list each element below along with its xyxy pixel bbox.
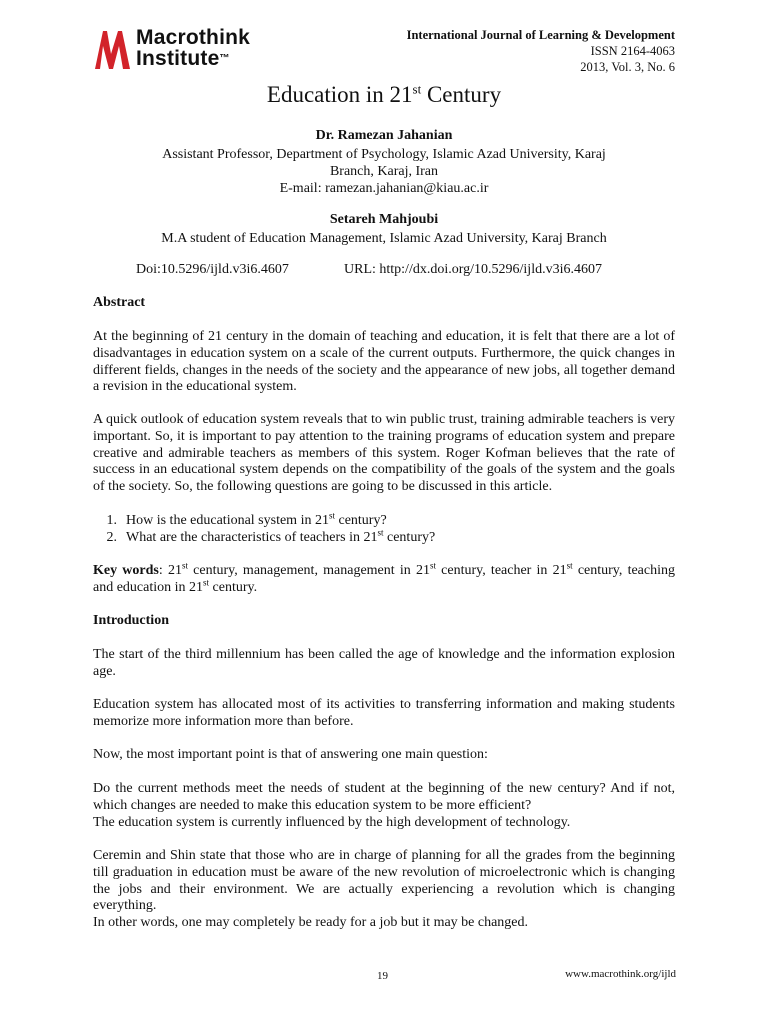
abstract-paragraph-1: At the beginning of 21 century in the domain of teaching and education, it is felt that there are a lot of disadvantages in education system on a scale of the current outputs. Furthermore, the quick changes in different fields, changes in the needs of the society and the appearance of new jobs, all together demand a revision in the educational system. [93,329,675,395]
list-number: 1. [106,513,117,528]
keywords-text: : 21 [158,563,182,578]
author-affiliation: Assistant Professor, Department of Psychology, Islamic Azad University, Karaj [162,147,606,162]
question-list [93,512,435,546]
intro-paragraph-2: Education system has allocated most of its activities to transferring information and making students memorize more information more than before. [93,697,675,729]
journal-issn: ISSN 2164-4063 [590,44,675,58]
list-text: What are the characteristics of teachers in 21 [126,530,378,545]
author-name: Dr. Ramezan Jahanian [315,128,453,143]
intro-paragraph-4a: Do the current methods meet the needs of student at the beginning of the new century? And if not, which changes are needed to make this education system to be more efficient? [93,781,675,813]
keywords-label: Key words [93,563,159,578]
list-text-end: century? [334,513,387,528]
author-name: Setareh Mahjoubi [329,212,439,227]
author-email[interactable]: E-mail: ramezan.jahanian@kiau.ac.ir [279,181,489,196]
page-number: 19 [377,970,388,982]
intro-paragraph-5b: In other words, one may completely be ready for a job but it may be changed. [93,915,529,931]
journal-name: International Journal of Learning & Development [406,28,675,42]
abstract-heading: Abstract [93,295,146,310]
list-sup: st [328,510,335,521]
keywords-text: century, teacher in 21 [435,563,567,578]
keywords-sup: st [203,577,210,588]
keywords-sup: st [429,560,436,571]
list-text: How is the educational system in 21 [126,513,329,528]
author-affiliation-2: Branch, Karaj, Iran [329,164,439,179]
article-title [0,82,768,108]
keywords-text: century, management, management in 21 [187,563,430,578]
keywords-sup: st [566,560,573,571]
intro-paragraph-5a: Ceremin and Shin state that those who are in charge of planning for all the grades from the beginning till graduation in education must be aware of the new revolution of microelectronic which is changing the jobs and their environment. We are actually experiencing a revolution which is changing everything. [93,848,675,914]
list-sup: st [377,527,384,538]
abstract-paragraph-2: A quick outlook of education system reveals that to win public trust, training admirable teachers is very important. So, it is important to pay attention to the training programs of education system and prepare creative and admirable teachers as members of this system. Roger Kofman believes that the rate of success in an educational system depends on the compatibility of the goals of the system and the goals of the society. So, the following questions are going to be discussed in this article. [93,412,675,495]
journal-issue: 2013, Vol. 3, No. 6 [580,60,675,74]
intro-paragraph-4 [93,781,675,831]
logo-line1: Macrothink [136,26,251,49]
doi[interactable]: Doi:10.5296/ijld.v3i6.4607 [136,262,289,277]
footer-site[interactable]: www.macrothink.org/ijld [565,968,676,980]
list-item [93,529,435,546]
author-affiliation: M.A student of Education Management, Islamic Azad University, Karaj Branch [161,231,607,246]
keywords [93,560,676,597]
title-text: Education in 21 [266,82,413,107]
intro-paragraph-4b: The education system is currently influenced by the high development of technology. [93,814,571,830]
logo-line2: Institute [136,47,220,70]
journal-header [407,27,675,75]
logo-tm: ™ [219,53,230,64]
intro-paragraph-5 [93,848,675,932]
keywords-text: century, teaching and education in 21 [93,563,676,595]
keywords-sup: st [181,560,188,571]
keywords-text: century. [209,579,258,595]
introduction-heading: Introduction [93,613,169,628]
title-text-end: Century [421,82,502,107]
intro-paragraph-3: Now, the most important point is that of answering one main question: [93,747,488,762]
url[interactable]: URL: http://dx.doi.org/10.5296/ijld.v3i6.4607 [344,262,602,277]
list-text-end: century? [383,530,436,545]
intro-paragraph-1: The start of the third millennium has been called the age of knowledge and the information explosion age. [93,647,675,679]
title-sup: st [412,81,422,97]
author-2 [0,211,768,247]
publisher-logo [94,26,294,72]
list-number: 2. [106,530,117,545]
author-1 [0,127,768,197]
macrothink-logo-icon [94,28,132,70]
